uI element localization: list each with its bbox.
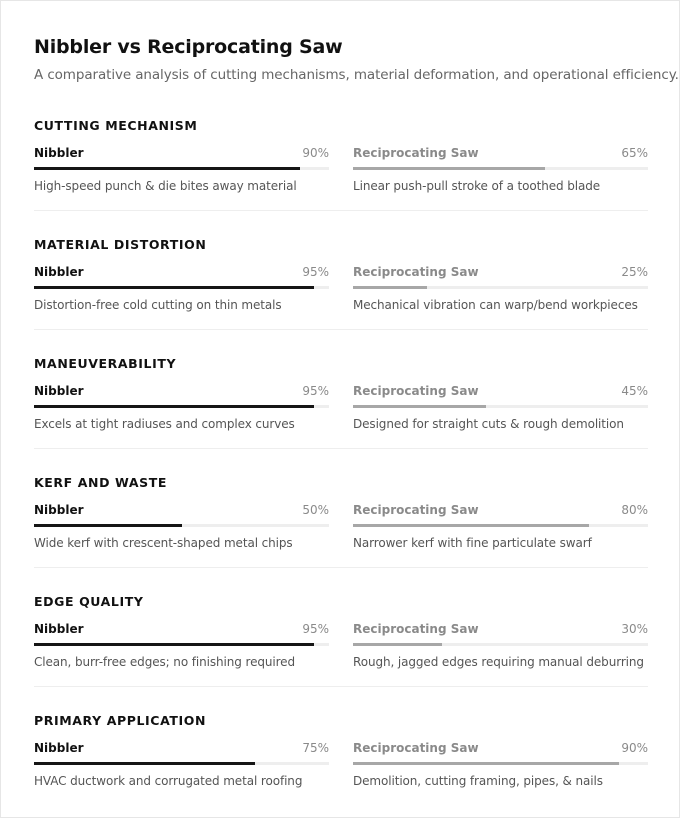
page-subtitle: A comparative analysis of cutting mechanisms, material deformation, and operational efficiency. bbox=[34, 67, 679, 83]
bar-description: HVAC ductwork and corrugated metal roofing bbox=[34, 774, 303, 788]
bar-track bbox=[353, 286, 648, 289]
bar-description: Mechanical vibration can warp/bend workpieces bbox=[353, 298, 638, 312]
nibbler-bar bbox=[34, 524, 182, 527]
nibbler-bar-group bbox=[34, 622, 329, 669]
data-label: 80% bbox=[621, 503, 648, 517]
bar-track bbox=[34, 762, 329, 765]
series-name: Nibbler bbox=[34, 503, 84, 517]
bar-track bbox=[353, 405, 648, 408]
bar-description: High-speed punch & die bites away material bbox=[34, 179, 297, 193]
series-name: Reciprocating Saw bbox=[353, 146, 479, 160]
saw-bar-group bbox=[353, 622, 648, 669]
bar-track bbox=[34, 405, 329, 408]
category-label: KERF AND WASTE bbox=[34, 475, 167, 490]
saw-bar bbox=[353, 405, 486, 408]
bar-track bbox=[353, 167, 648, 170]
bar-header bbox=[353, 146, 648, 162]
bar-description: Demolition, cutting framing, pipes, & nails bbox=[353, 774, 603, 788]
data-label: 95% bbox=[302, 384, 329, 398]
category-section bbox=[34, 118, 648, 238]
bar-description: Linear push-pull stroke of a toothed blade bbox=[353, 179, 601, 193]
bar-track bbox=[353, 524, 648, 527]
bar-header bbox=[353, 384, 648, 400]
bar-track bbox=[34, 643, 329, 646]
bar-header bbox=[353, 503, 648, 519]
bar-header bbox=[34, 741, 329, 757]
nibbler-bar-group bbox=[34, 146, 329, 193]
data-label: 90% bbox=[302, 146, 329, 160]
bar-header bbox=[34, 146, 329, 162]
series-name: Reciprocating Saw bbox=[353, 265, 479, 279]
bar-description: Wide kerf with crescent-shaped metal chips bbox=[34, 536, 293, 550]
bar-description: Excels at tight radiuses and complex curves bbox=[34, 417, 295, 431]
data-label: 65% bbox=[621, 146, 648, 160]
bar-track bbox=[34, 286, 329, 289]
bar-track bbox=[34, 167, 329, 170]
data-label: 45% bbox=[621, 384, 648, 398]
category-section bbox=[34, 594, 648, 714]
category-label: MANEUVERABILITY bbox=[34, 356, 177, 371]
data-label: 30% bbox=[621, 622, 648, 636]
bar-header bbox=[34, 265, 329, 281]
nibbler-bar bbox=[34, 405, 314, 408]
saw-bar bbox=[353, 167, 545, 170]
category-section bbox=[34, 237, 648, 357]
data-label: 90% bbox=[621, 741, 648, 755]
series-name: Nibbler bbox=[34, 622, 84, 636]
series-name: Reciprocating Saw bbox=[353, 622, 479, 636]
series-name: Nibbler bbox=[34, 146, 84, 160]
section-divider bbox=[34, 686, 648, 687]
series-name: Nibbler bbox=[34, 384, 84, 398]
category-section bbox=[34, 713, 648, 833]
nibbler-bar bbox=[34, 167, 300, 170]
saw-bar-group bbox=[353, 503, 648, 550]
category-label: MATERIAL DISTORTION bbox=[34, 237, 207, 252]
nibbler-bar-group bbox=[34, 384, 329, 431]
bar-description: Rough, jagged edges requiring manual deburring bbox=[353, 655, 644, 669]
saw-bar-group bbox=[353, 384, 648, 431]
nibbler-bar-group bbox=[34, 265, 329, 312]
bar-header bbox=[353, 741, 648, 757]
section-divider bbox=[34, 448, 648, 449]
bar-description: Clean, burr-free edges; no finishing required bbox=[34, 655, 295, 669]
bar-track bbox=[34, 524, 329, 527]
nibbler-bar bbox=[34, 762, 255, 765]
section-divider bbox=[34, 329, 648, 330]
bar-header bbox=[353, 265, 648, 281]
data-label: 50% bbox=[302, 503, 329, 517]
category-label: CUTTING MECHANISM bbox=[34, 118, 198, 133]
nibbler-bar bbox=[34, 286, 314, 289]
bar-track bbox=[353, 643, 648, 646]
bar-description: Narrower kerf with fine particulate swarf bbox=[353, 536, 592, 550]
series-name: Nibbler bbox=[34, 265, 84, 279]
bar-description: Distortion-free cold cutting on thin metals bbox=[34, 298, 282, 312]
series-name: Nibbler bbox=[34, 741, 84, 755]
nibbler-bar-group bbox=[34, 741, 329, 788]
saw-bar-group bbox=[353, 146, 648, 193]
bar-header bbox=[34, 503, 329, 519]
bar-header bbox=[353, 622, 648, 638]
bar-header bbox=[34, 622, 329, 638]
nibbler-bar bbox=[34, 643, 314, 646]
category-label: PRIMARY APPLICATION bbox=[34, 713, 207, 728]
data-label: 25% bbox=[621, 265, 648, 279]
bar-track bbox=[353, 762, 648, 765]
data-label: 95% bbox=[302, 622, 329, 636]
series-name: Reciprocating Saw bbox=[353, 741, 479, 755]
category-section bbox=[34, 356, 648, 476]
saw-bar bbox=[353, 286, 427, 289]
saw-bar bbox=[353, 762, 619, 765]
bar-description: Designed for straight cuts & rough demolition bbox=[353, 417, 624, 431]
saw-bar-group bbox=[353, 265, 648, 312]
section-divider bbox=[34, 210, 648, 211]
nibbler-bar-group bbox=[34, 503, 329, 550]
saw-bar bbox=[353, 643, 442, 646]
section-divider bbox=[34, 567, 648, 568]
series-name: Reciprocating Saw bbox=[353, 503, 479, 517]
category-label: EDGE QUALITY bbox=[34, 594, 144, 609]
bar-header bbox=[34, 384, 329, 400]
series-name: Reciprocating Saw bbox=[353, 384, 479, 398]
data-label: 95% bbox=[302, 265, 329, 279]
saw-bar bbox=[353, 524, 589, 527]
page-title: Nibbler vs Reciprocating Saw bbox=[34, 36, 343, 58]
category-section bbox=[34, 475, 648, 595]
data-label: 75% bbox=[302, 741, 329, 755]
saw-bar-group bbox=[353, 741, 648, 788]
